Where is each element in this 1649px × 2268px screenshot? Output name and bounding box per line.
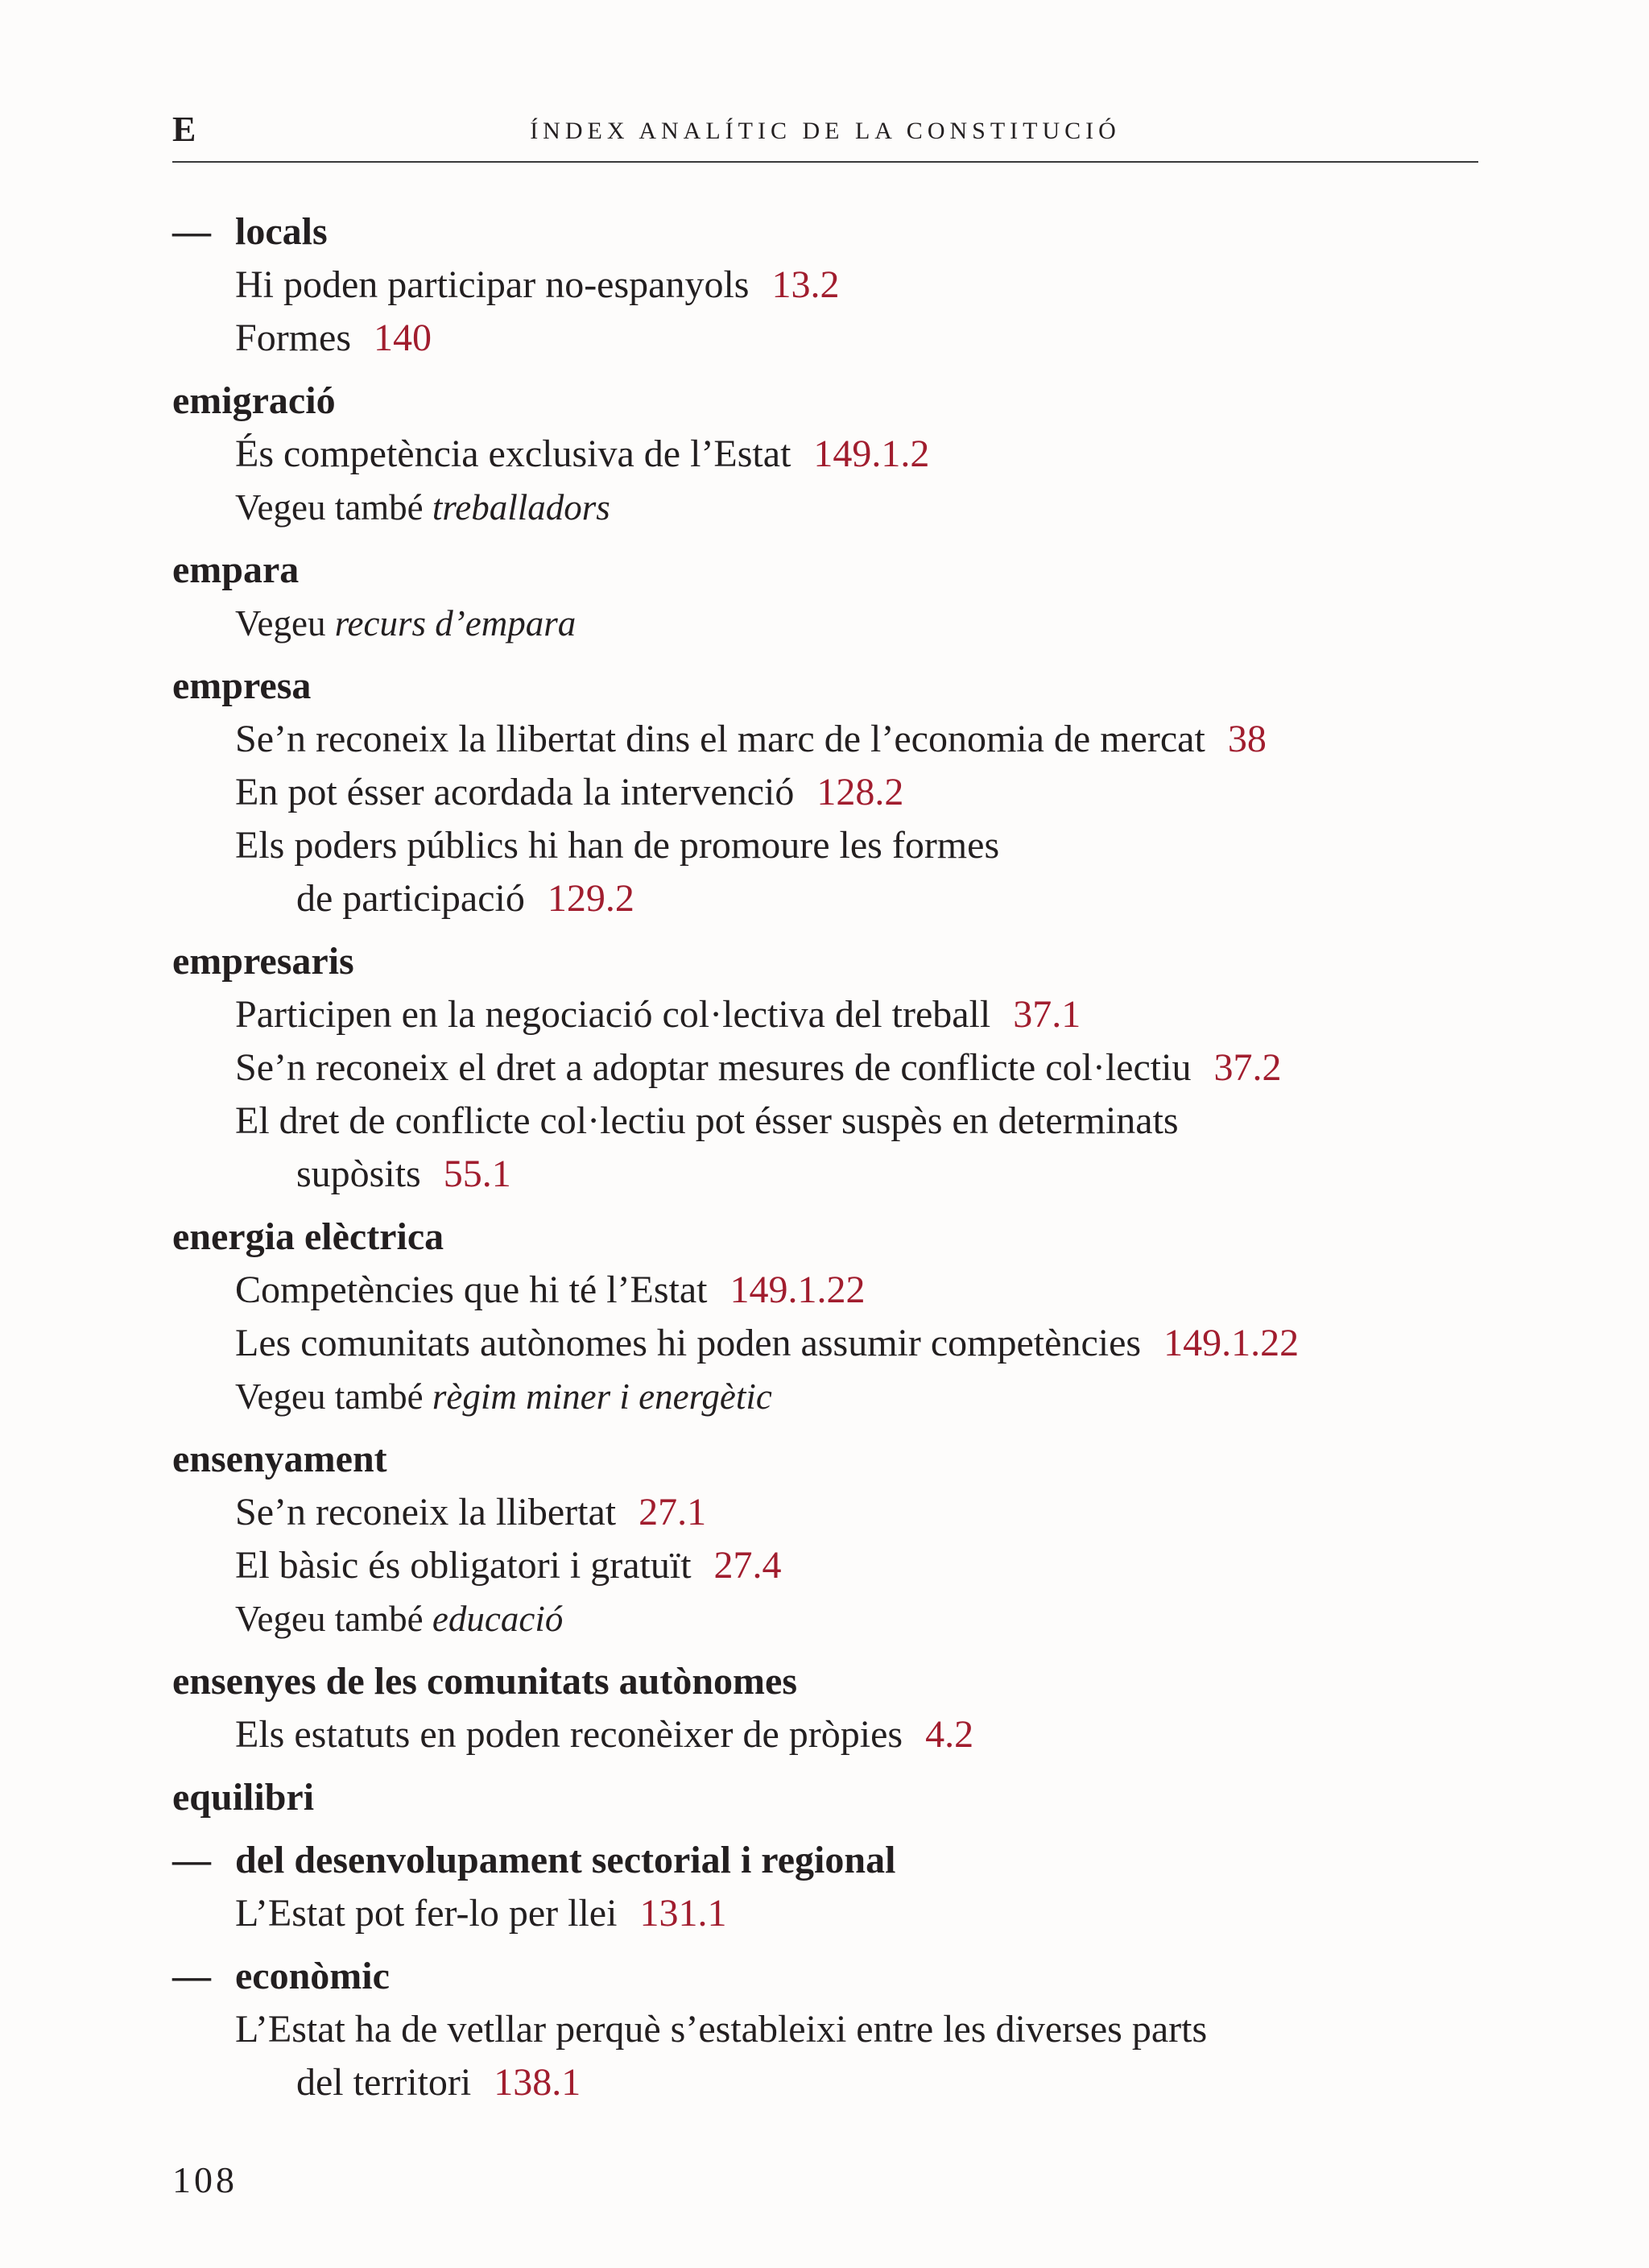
entry-heading <box>172 1655 1493 1708</box>
index-line <box>172 819 1493 872</box>
index-entry <box>172 375 1493 534</box>
line-text: Participen en la negociació col·lectiva del treball <box>235 993 991 1036</box>
see-also-line <box>172 1370 1493 1423</box>
line-text: Les comunitats autònomes hi poden assumir competències <box>235 1322 1142 1364</box>
index-line <box>172 2003 1493 2056</box>
line-text: Se’n reconeix el dret a adoptar mesures de conflicte col·lectiu <box>235 1046 1192 1089</box>
index-entry <box>172 1655 1493 1761</box>
article-reference[interactable]: 149.1.22 <box>1163 1322 1300 1364</box>
article-reference[interactable]: 4.2 <box>925 1713 974 1756</box>
entry-heading <box>172 660 1493 713</box>
heading-text: econòmic <box>235 1955 390 1997</box>
entry-heading <box>172 375 1493 428</box>
line-text: Vegeu <box>235 603 326 644</box>
index-line <box>172 428 1493 481</box>
line-text: Els poders públics hi han de promoure les formes <box>235 824 1000 867</box>
heading-text: emigració <box>172 379 336 422</box>
section-letter: E <box>172 110 196 149</box>
index-line <box>172 1317 1493 1370</box>
see-also-line <box>172 1592 1493 1645</box>
index-entry <box>172 1950 1493 2109</box>
entry-heading <box>172 544 1493 597</box>
line-text: Vegeu també <box>235 487 424 528</box>
article-reference[interactable]: 138.1 <box>494 2061 581 2104</box>
index-entry <box>172 1771 1493 1824</box>
line-text: El dret de conflicte col·lectiu pot ésser suspès en determinats <box>235 1099 1179 1142</box>
index-line <box>172 1887 1493 1940</box>
heading-text: ensenyes de les comunitats autònomes <box>172 1660 797 1703</box>
entry-heading <box>172 1433 1493 1486</box>
line-text: Vegeu també <box>235 1599 424 1639</box>
index-line <box>172 872 1493 925</box>
subentry-heading <box>172 1834 1493 1887</box>
see-also-line <box>172 597 1493 650</box>
heading-text: locals <box>235 210 328 253</box>
line-text: Hi poden participar no-espanyols <box>235 263 750 306</box>
article-reference[interactable]: 129.2 <box>547 877 634 920</box>
line-text: Se’n reconeix la llibertat <box>235 1491 617 1533</box>
line-text: L’Estat pot fer-lo per llei <box>235 1892 618 1935</box>
index-line <box>172 1708 1493 1761</box>
article-reference[interactable]: 37.1 <box>1013 993 1081 1036</box>
article-reference[interactable]: 55.1 <box>443 1153 511 1195</box>
running-header <box>172 106 1478 163</box>
index-entry <box>172 544 1493 650</box>
article-reference[interactable]: 27.4 <box>713 1544 782 1587</box>
index-line <box>172 1486 1493 1539</box>
page-number: 108 <box>172 2159 238 2200</box>
entry-heading <box>172 1211 1493 1264</box>
heading-text: empresaris <box>172 940 354 983</box>
article-reference[interactable]: 128.2 <box>816 771 904 813</box>
see-also-line <box>172 481 1493 534</box>
index-list <box>172 205 1493 2119</box>
index-line <box>172 1264 1493 1317</box>
index-line <box>172 766 1493 819</box>
article-reference[interactable]: 149.1.22 <box>729 1269 866 1311</box>
index-line <box>172 988 1493 1041</box>
subentry-heading <box>172 1950 1493 2003</box>
running-title: ÍNDEX ANALÍTIC DE LA CONSTITUCIÓ <box>530 118 1121 144</box>
heading-text: empara <box>172 548 300 591</box>
line-text: Competències que hi té l’Estat <box>235 1269 708 1311</box>
index-entry <box>172 1211 1493 1423</box>
index-line <box>172 2056 1493 2109</box>
line-text: És competència exclusiva de l’Estat <box>235 432 791 475</box>
article-reference[interactable]: 37.2 <box>1213 1046 1282 1089</box>
index-entry <box>172 935 1493 1201</box>
line-text: En pot ésser acordada la intervenció <box>235 771 795 813</box>
subentry-heading <box>172 205 1493 259</box>
line-text: Els estatuts en poden reconèixer de pròpies <box>235 1713 903 1756</box>
index-entry <box>172 205 1493 365</box>
line-text: del territori <box>296 2061 472 2104</box>
subentry-dash: — <box>172 1839 211 1881</box>
index-entry <box>172 1834 1493 1940</box>
index-entry <box>172 660 1493 925</box>
entry-heading <box>172 935 1493 988</box>
index-line <box>172 259 1493 312</box>
index-line <box>172 312 1493 365</box>
cross-reference-term[interactable]: recurs d’empara <box>334 603 577 644</box>
line-text: El bàsic és obligatori i gratuït <box>235 1544 692 1587</box>
heading-text: ensenyament <box>172 1438 387 1480</box>
line-text: de participació <box>296 877 525 920</box>
subentry-dash: — <box>172 1955 211 1997</box>
article-reference[interactable]: 131.1 <box>639 1892 727 1935</box>
cross-reference-term[interactable]: règim miner i energètic <box>432 1376 772 1417</box>
article-reference[interactable]: 140 <box>374 317 432 359</box>
heading-text: equilibri <box>172 1776 315 1819</box>
cross-reference-term[interactable]: educació <box>432 1599 564 1639</box>
index-line <box>172 1539 1493 1592</box>
index-line <box>172 1095 1493 1148</box>
article-reference[interactable]: 13.2 <box>771 263 840 306</box>
line-text: Se’n reconeix la llibertat dins el marc de l’economia de mercat <box>235 718 1205 760</box>
heading-text: energia elèctrica <box>172 1215 444 1258</box>
heading-text: del desenvolupament sectorial i regional <box>235 1839 896 1881</box>
line-text: L’Estat ha de vetllar perquè s’estableixi entre les diverses parts <box>235 2008 1208 2051</box>
index-line <box>172 1041 1493 1095</box>
article-reference[interactable]: 38 <box>1227 718 1267 760</box>
index-line <box>172 713 1493 766</box>
article-reference[interactable]: 27.1 <box>639 1491 707 1533</box>
heading-text: empresa <box>172 664 312 707</box>
index-entry <box>172 1433 1493 1645</box>
subentry-dash: — <box>172 210 211 253</box>
line-text: Vegeu també <box>235 1376 424 1417</box>
cross-reference-term[interactable]: treballadors <box>432 487 610 528</box>
index-line <box>172 1148 1493 1201</box>
line-text: Formes <box>235 317 351 359</box>
entry-heading <box>172 1771 1493 1824</box>
article-reference[interactable]: 149.1.2 <box>813 432 930 475</box>
line-text: supòsits <box>296 1153 421 1195</box>
